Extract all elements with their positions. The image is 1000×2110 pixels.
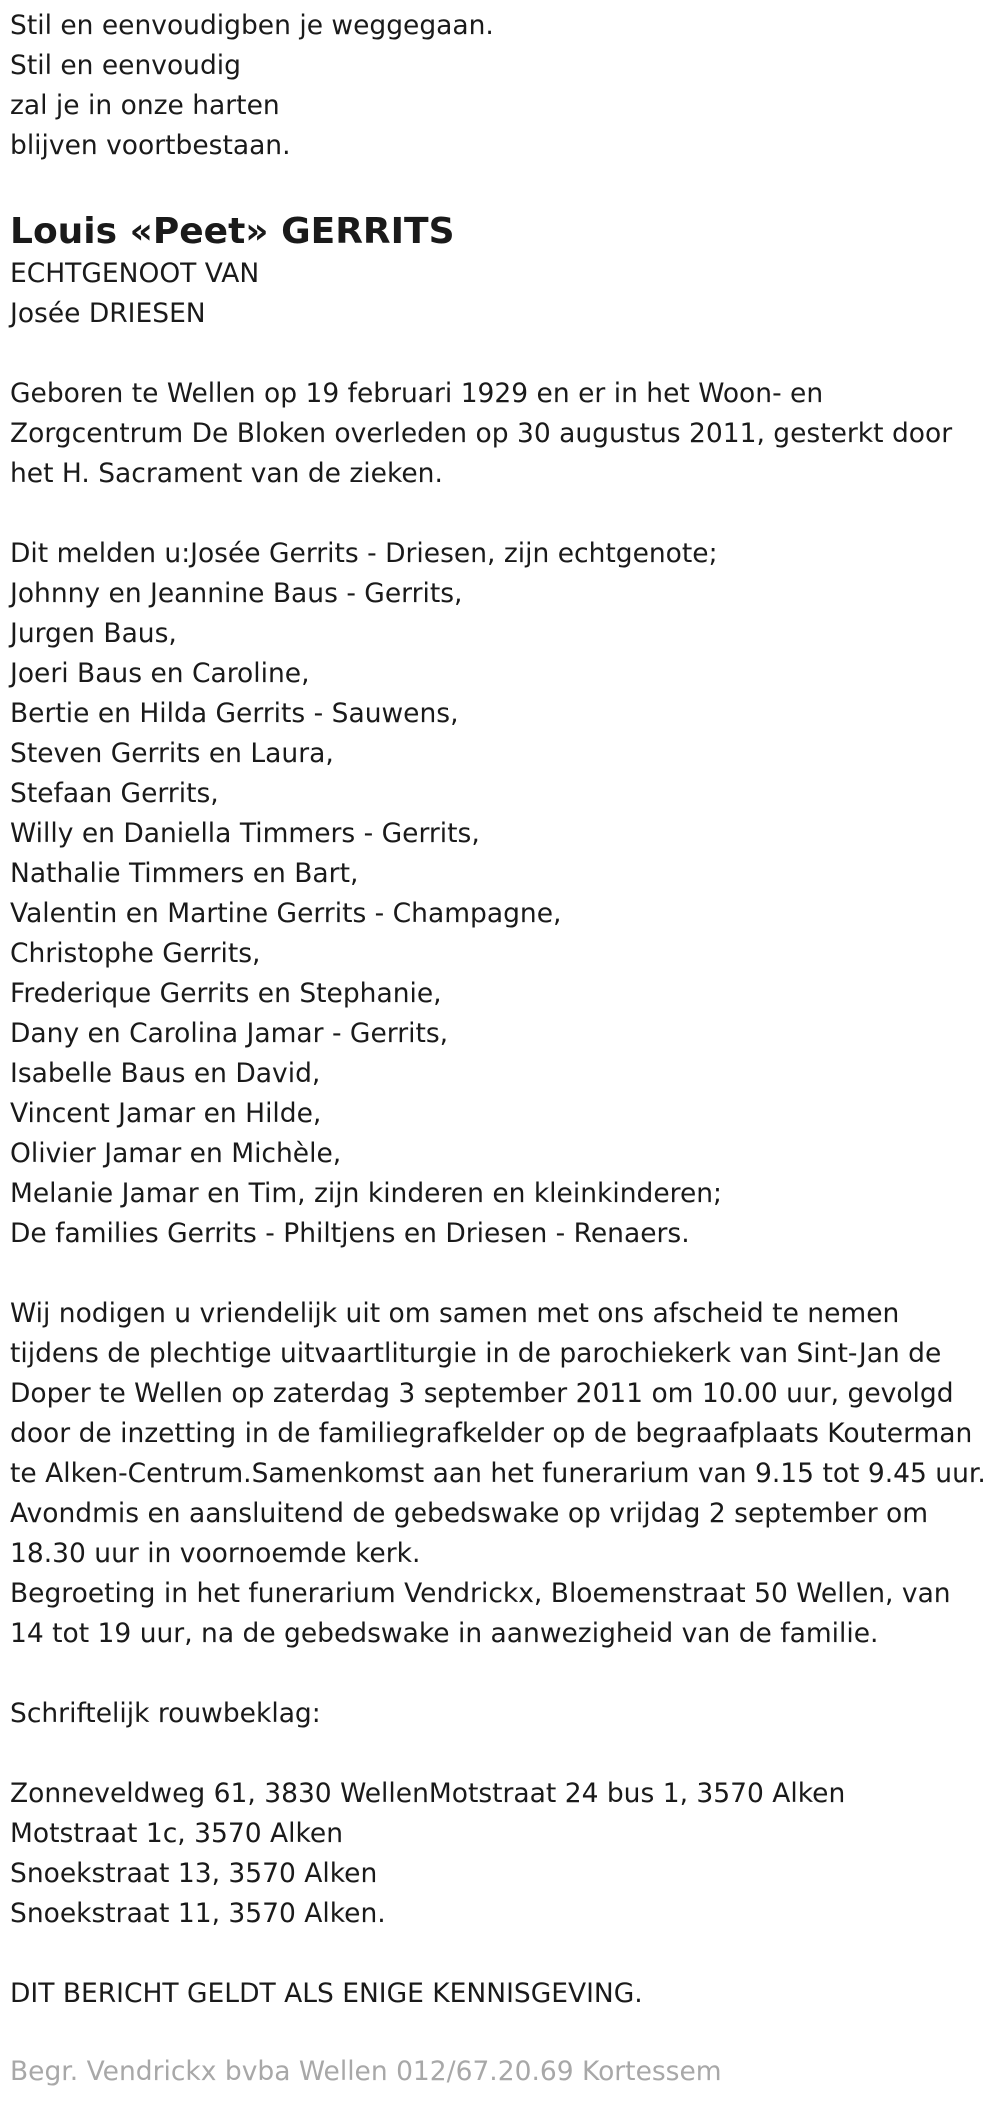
announcer-line: Valentin en Martine Gerrits - Champagne,: [10, 898, 562, 929]
announcer-line: Dany en Carolina Jamar - Gerrits,: [10, 1018, 449, 1049]
paragraph-line: te Alken-Centrum.Samenkomst aan het funerarium van 9.15 tot 9.45 uur.: [10, 1458, 986, 1489]
address-line: Motstraat 1c, 3570 Alken: [10, 1818, 343, 1849]
announcer-line: Stefaan Gerrits,: [10, 778, 219, 809]
address-line: Snoekstraat 11, 3570 Alken.: [10, 1898, 386, 1929]
address-line: Zonneveldweg 61, 3830 WellenMotstraat 24 bus 1, 3570 Alken: [10, 1778, 846, 1809]
announcer-line: Dit melden u:Josée Gerrits - Driesen, zijn echtgenote;: [10, 538, 718, 569]
paragraph-line: 14 tot 19 uur, na de gebedswake in aanwezigheid van de familie.: [10, 1618, 879, 1649]
poem-line: Stil en eenvoudig: [10, 50, 241, 81]
paragraph-line: Avondmis en aansluitend de gebedswake op vrijdag 2 september om: [10, 1498, 929, 1529]
announcer-line: Steven Gerrits en Laura,: [10, 738, 334, 769]
memorial-poem: [10, 6, 1000, 166]
spacer: [10, 1654, 1000, 1694]
poem-line: zal je in onze harten: [10, 90, 280, 121]
spacer: [10, 494, 1000, 534]
announcer-line: Christophe Gerrits,: [10, 938, 261, 969]
paragraph-line: Begroeting in het funerarium Vendrickx, Bloemenstraat 50 Wellen, van: [10, 1578, 951, 1609]
announcer-line: Melanie Jamar en Tim, zijn kinderen en kleinkinderen;: [10, 1178, 722, 1209]
relation-label: ECHTGENOOT VAN: [10, 258, 260, 289]
announcer-line: Frederique Gerrits en Stephanie,: [10, 978, 442, 1009]
spouse-block: [10, 254, 1000, 334]
obituary-notice: [10, 6, 1000, 2014]
announcer-line: Isabelle Baus en David,: [10, 1058, 321, 1089]
funeral-home-credit: Begr. Vendrickx bvba Wellen 012/67.20.69 Kortessem: [10, 2056, 722, 2087]
paragraph-line: door de inzetting in de familiegrafkelder op de begraafplaats Kouterman: [10, 1418, 973, 1449]
paragraph-line: Zorgcentrum De Bloken overleden op 30 augustus 2011, gesterkt door: [10, 418, 953, 449]
announcer-line: Willy en Daniella Timmers - Gerrits,: [10, 818, 480, 849]
spacer: [10, 1254, 1000, 1294]
announcer-line: Jurgen Baus,: [10, 618, 177, 649]
spacer: [10, 1734, 1000, 1774]
address-line: Snoekstraat 13, 3570 Alken: [10, 1858, 378, 1889]
spouse-name: Josée DRIESEN: [10, 298, 206, 329]
condolence-label: Schriftelijk rouwbeklag:: [10, 1698, 321, 1729]
paragraph-line: 18.30 uur in voornoemde kerk.: [10, 1538, 421, 1569]
announcer-line: Vincent Jamar en Hilde,: [10, 1098, 322, 1129]
birth-death-paragraph: [10, 374, 1000, 494]
announcer-line: Nathalie Timmers en Bart,: [10, 858, 359, 889]
address-list: [10, 1774, 1000, 1934]
paragraph-line: Geboren te Wellen op 19 februari 1929 en er in het Woon- en: [10, 378, 824, 409]
announcer-line: Johnny en Jeannine Baus - Gerrits,: [10, 578, 463, 609]
paragraph-line: Doper te Wellen op zaterdag 3 september 2011 om 10.00 uur, gevolgd: [10, 1378, 954, 1409]
announcer-line: Joeri Baus en Caroline,: [10, 658, 310, 689]
notice-statement: DIT BERICHT GELDT ALS ENIGE KENNISGEVING.: [10, 1978, 643, 2009]
announcer-line: Olivier Jamar en Michèle,: [10, 1138, 342, 1169]
announcer-line: Bertie en Hilda Gerrits - Sauwens,: [10, 698, 459, 729]
spacer: [10, 334, 1000, 374]
poem-line: blijven voortbestaan.: [10, 130, 291, 161]
announcer-line: De families Gerrits - Philtjens en Driesen - Renaers.: [10, 1218, 690, 1249]
poem-line: Stil en eenvoudigben je weggegaan.: [10, 10, 494, 41]
paragraph-line: het H. Sacrament van de zieken.: [10, 458, 443, 489]
invitation-paragraph: [10, 1294, 1000, 1654]
spacer: [10, 1934, 1000, 1974]
paragraph-line: tijdens de plechtige uitvaartliturgie in de parochiekerk van Sint-Jan de: [10, 1338, 942, 1369]
deceased-name: Louis «Peet» GERRITS: [10, 211, 455, 252]
paragraph-line: Wij nodigen u vriendelijk uit om samen met ons afscheid te nemen: [10, 1298, 900, 1329]
announcers-list: [10, 534, 1000, 1254]
